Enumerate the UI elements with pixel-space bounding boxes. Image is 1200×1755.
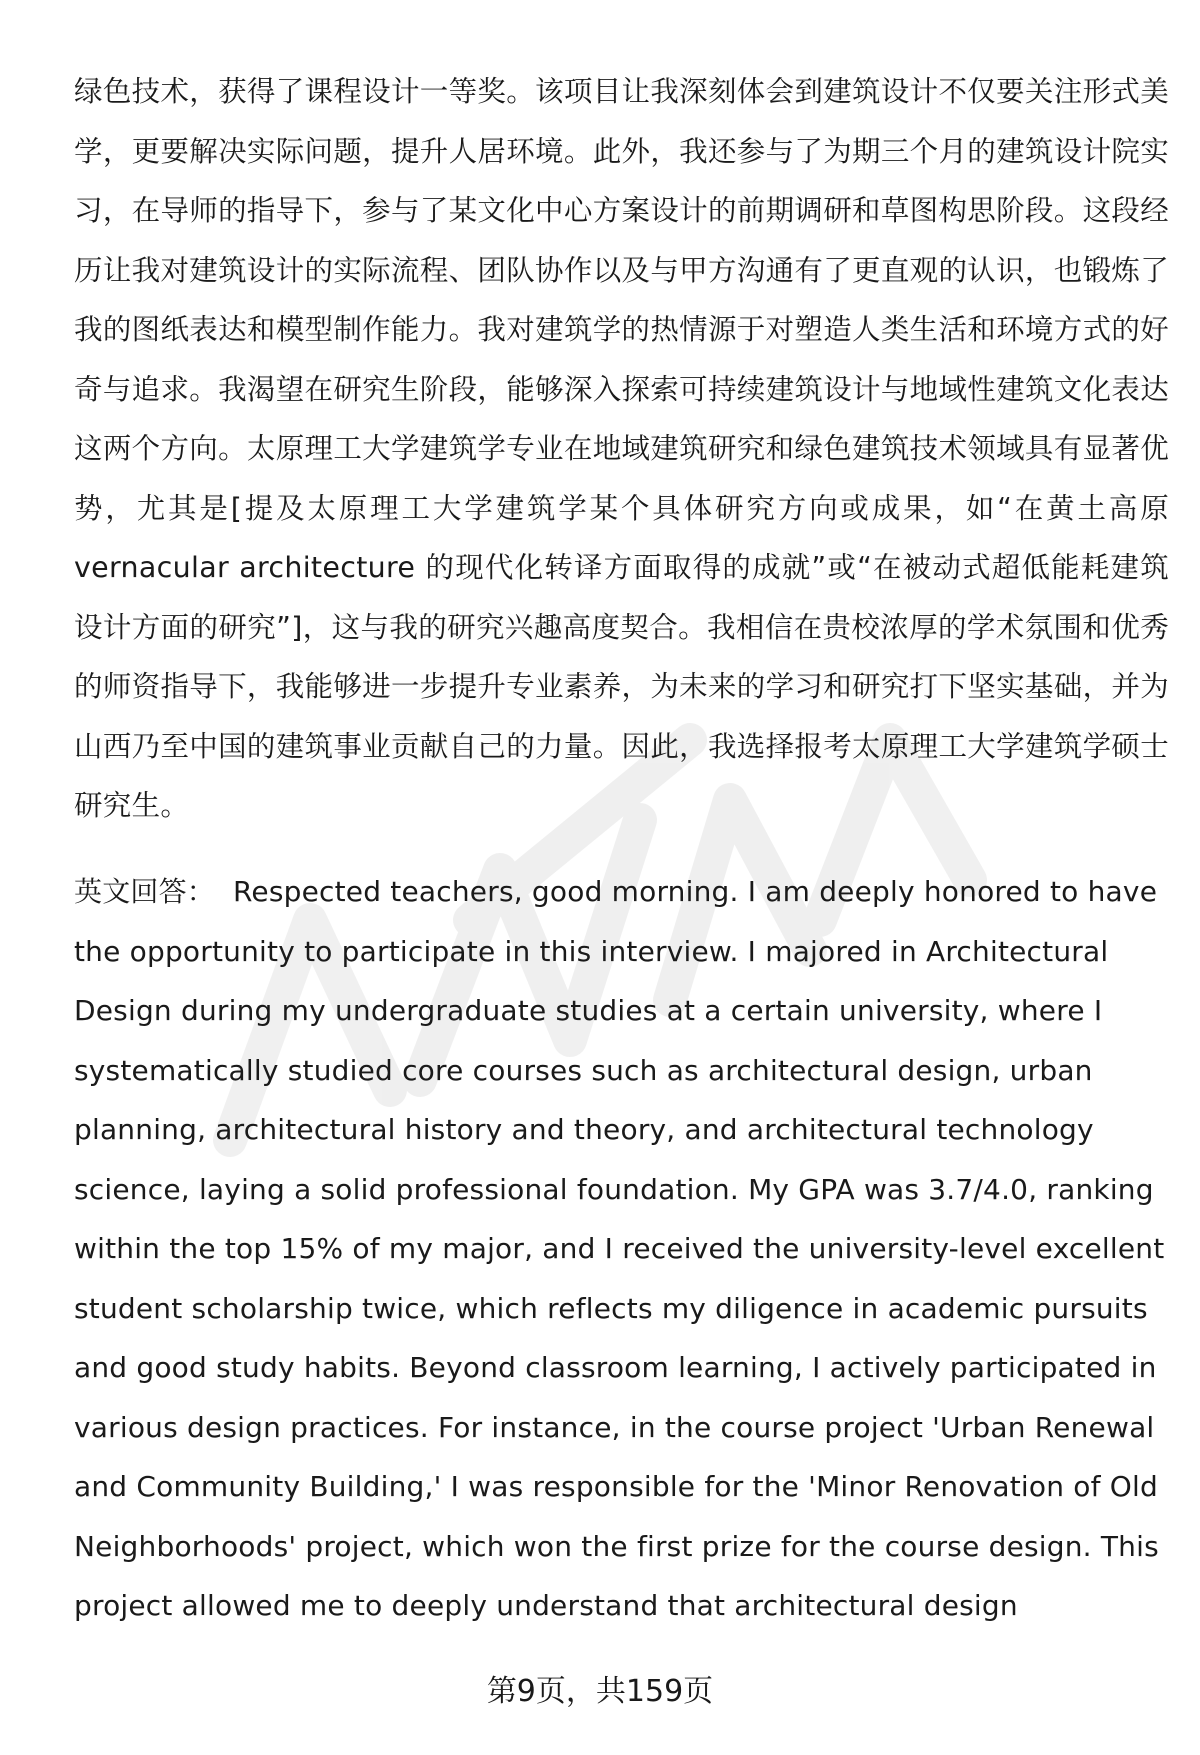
english-answer-paragraph (74, 862, 1169, 1636)
page-number-footer: 第9页，共159页 (486, 1674, 714, 1709)
chinese-answer-paragraph: 绿色技术，获得了课程设计一等奖。该项目让我深刻体会到建筑设计不仅要关注形式美学，更要解决实际问题，提升人居环境。此外，我还参与了为期三个月的建筑设计院实习，在导师的指导下，参与了某文化中心方案设计的前期调研和草图构思阶段。这段经历让我对建筑设计的实际流程、团队协作以及与甲方沟通有了更直观的认识，也锻炼了我的图纸表达和模型制作能力。我对建筑学的热情源于对塑造人类生活和环境方式的好奇与追求。我渴望在研究生阶段，能够深入探索可持续建筑设计与地域性建筑文化表达这两个方向。太原理工大学建筑学专业在地域建筑研究和绿色建筑技术领域具有显著优势，尤其是[提及太原理工大学建筑学某个具体研究方向或成果，如“在黄土高原 vernacular architecture 的现代化转译方面取得的成就”或“在被动式超低能耗建筑设计方面的研究”]，这与我的研究兴趣高度契合。我相信在贵校浓厚的学术氛围和优秀的师资指导下，我能够进一步提升专业素养，为未来的学习和研究打下坚实基础，并为山西乃至中国的建筑事业贡献自己的力量。因此，我选择报考太原理工大学建筑学硕士研究生。 (74, 75, 1169, 822)
english-answer-label: 英文回答： (74, 875, 216, 908)
english-answer-text: Respected teachers, good morning. I am deeply honored to have the opportunity to participate in this interview. I majored in Architectural Design during my undergraduate studies at a certain university, where I systematically studied core courses such as architectural design, urban planning, architectural history and theory, and architectural technology science, laying a solid professional foundation. My GPA was 3.7/4.0, ranking within the top 15% of my major, and I received the university-level excellent student scholarship twice, which reflects my diligence in academic pursuits and good study habits. Beyond classroom learning, I actively participated in various design practices. For instance, in the course project 'Urban Renewal and Community Building,' I was responsible for the 'Minor Renovation of Old Neighborhoods' project, which won the first prize for the course design. This project allowed me to deeply understand that architectural design (74, 875, 1165, 1622)
